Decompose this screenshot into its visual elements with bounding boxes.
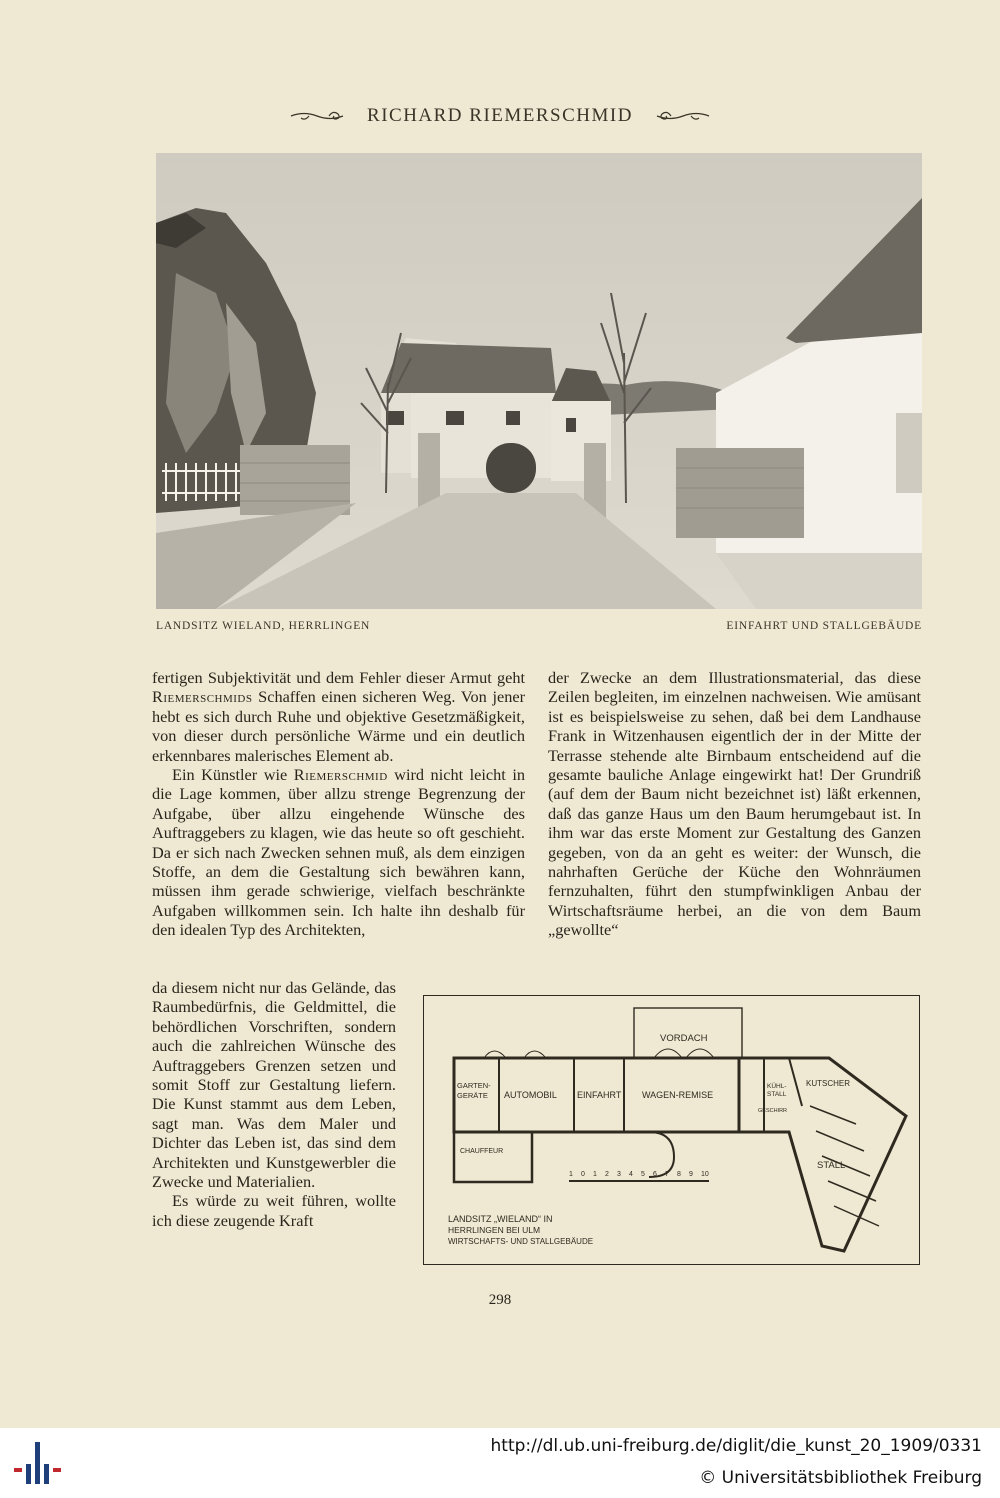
page-number: 298: [488, 1292, 512, 1308]
plan-label-kutscher: KUTSCHER: [806, 1079, 851, 1088]
floor-plan-figure: [423, 995, 920, 1265]
running-head-title: RICHARD RIEMERSCHMID: [367, 104, 633, 126]
plan-label-kuehl-1: KÜHL-: [767, 1083, 787, 1090]
photo-caption-right: EINFAHRT UND STALLGEBÄUDE: [726, 620, 922, 632]
text-column-right: [548, 668, 921, 940]
scale-bar: [569, 1171, 709, 1181]
svg-text:7: 7: [665, 1171, 669, 1178]
svg-text:4: 4: [629, 1171, 633, 1178]
plan-title-line-1: LANDSITZ „WIELAND“ IN: [448, 1214, 553, 1224]
plan-label-einfahrt: EINFAHRT: [577, 1090, 622, 1100]
paragraph: da diesem nicht nur das Gelände, das Raumbedürfnis, die Geldmittel, die behördlichen Vorschriften, sondern auch die zahlreichen Wünsche des Auftraggebers Grenzen setzen und somit Stoff zur Gestaltung liefern. Die Kunst stammt aus dem Leben, sagt man. Was dem Maler und Dichter das Leben ist, das sind dem Architekten und Kunstgewerbler die Zwecke und Materialien.: [152, 978, 396, 1192]
text-column-left-narrow: [152, 978, 396, 1230]
plan-label-garten-1: GARTEN-: [457, 1081, 491, 1090]
running-head: [0, 104, 1000, 127]
plan-label-vordach: VORDACH: [660, 1033, 708, 1044]
library-logo-icon: [14, 1438, 64, 1488]
text-column-left-top: [152, 668, 525, 940]
svg-text:5: 5: [641, 1171, 645, 1178]
svg-text:0: 0: [581, 1171, 585, 1178]
plan-label-garten-2: GERÄTE: [457, 1091, 488, 1100]
footer-bar: [0, 1428, 1000, 1498]
plan-label-automobil: AUTOMOBIL: [504, 1090, 557, 1100]
paragraph: Es würde zu weit führen, wollte ich diese zeugende Kraft: [152, 1191, 396, 1230]
photograph-estate-entrance: [156, 153, 922, 609]
svg-text:10: 10: [701, 1171, 709, 1178]
plan-label-geschirr: GESCHIRR: [758, 1108, 788, 1114]
svg-text:3: 3: [617, 1171, 621, 1178]
source-url[interactable]: http://dl.ub.uni-freiburg.de/diglit/die_kunst_20_1909/0331: [490, 1436, 982, 1456]
svg-text:8: 8: [677, 1171, 681, 1178]
plan-label-chauffeur: CHAUFFEUR: [460, 1148, 504, 1155]
svg-text:1: 1: [593, 1171, 597, 1178]
plan-label-stall: STALL: [817, 1160, 846, 1171]
svg-text:1: 1: [569, 1171, 573, 1178]
right-ornament-icon: [651, 109, 711, 123]
plan-label-wagen-remise: WAGEN-REMISE: [642, 1090, 714, 1100]
plan-title-line-2: HERRLINGEN BEI ULM: [448, 1225, 541, 1235]
paragraph: der Zwecke an dem Illustrationsmaterial, das diese Zeilen begleiten, im einzelnen nachweisen. Wie amüsant ist es beispielsweise zu sehen, daß bei dem Landhause Frank in Witzenhausen eigentlich der in der Mitte der Terrasse stehende alte Birnbaum entscheidend auf die gesamte bauliche Anlage eingewirkt hat! Der Grundriß (auf dem der Baum nicht bezeichnet ist) läßt erkennen, daß das ganze Haus um den Baum herumgebaut ist. In ihm war das erste Moment zur Gestaltung des Ganzen gegeben, von da an geht es weiter: der Wunsch, die nahrhaften Gerüche der Küche den Wohnräumen fernzuhalten, führt den stumpfwinkligen Anbau der Wirtschaftsräume herbei, an die von dem Baum „gewollte“: [548, 668, 921, 940]
photo-caption-left: LANDSITZ WIELAND, HERRLINGEN: [156, 620, 371, 632]
plan-title-line-3: WIRTSCHAFTS- UND STALLGEBÄUDE: [448, 1237, 594, 1246]
paragraph: fertigen Subjektivität und dem Fehler dieser Armut geht Riemerschmids Schaffen einen sicheren Weg. Von jener hebt es sich durch Ruhe und objektive Gesetzmäßigkeit, von dieser durch persönliche Wärme und ein deutlich erkennbares malerisches Element ab.: [152, 668, 525, 765]
copyright-notice: © Universitätsbibliothek Freiburg: [699, 1468, 982, 1488]
svg-text:2: 2: [605, 1171, 609, 1178]
left-ornament-icon: [289, 109, 349, 123]
svg-text:9: 9: [689, 1171, 693, 1178]
plan-label-kuehl-2: STALL: [767, 1091, 787, 1098]
svg-text:6: 6: [653, 1171, 657, 1178]
paragraph: Ein Künstler wie Riemerschmid wird nicht leicht in die Lage kommen, über allzu strenge Begrenzung der Aufgabe, über allzu eingehende Wünsche des Auftraggebers zu klagen, wie das heute so oft geschieht. Da er sich nach Zwecken sehnen muß, als dem einzigen Stoffe, an dem die Gestaltung sich bewähren kann, müssen ihm gerade schwierige, vielfach beschränkte Aufgaben willkommen sein. Ich halte ihn deshalb für den idealen Typ des Architekten,: [152, 765, 525, 940]
